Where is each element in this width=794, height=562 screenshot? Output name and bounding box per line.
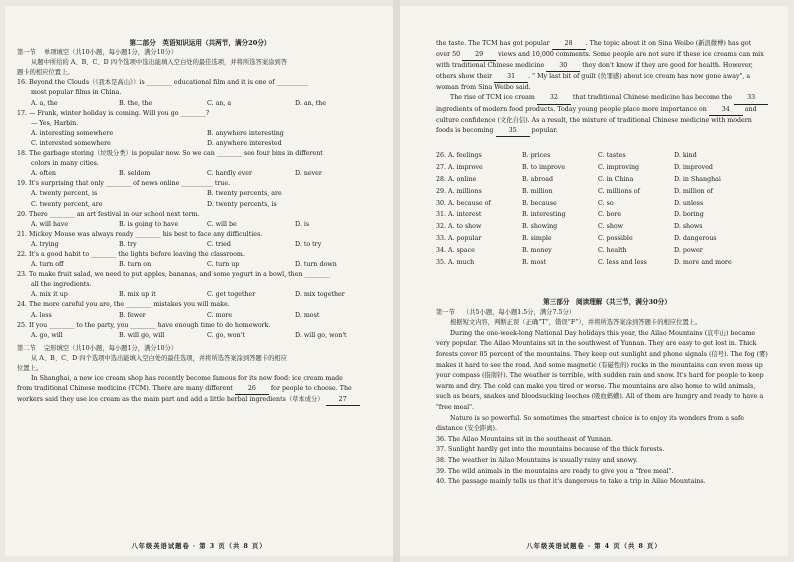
option: B. prices [522, 152, 551, 160]
option: 34. A. space [436, 246, 475, 254]
option: B. twenty percents, are [207, 190, 282, 198]
question-21-options [17, 240, 383, 250]
option: A. go, will [31, 331, 63, 339]
options-row [436, 233, 766, 245]
option: B. try [119, 240, 137, 248]
blank-30: 30 [546, 61, 580, 72]
cloze-options-table [436, 150, 766, 268]
option: D. dangerous [674, 234, 717, 242]
question-25-options [17, 331, 383, 341]
option: B. turn on [119, 261, 152, 269]
cloze-line2 [17, 384, 383, 395]
option: A. interesting somewhere [31, 129, 114, 137]
options-row [436, 197, 766, 209]
option: A. less [31, 311, 52, 319]
passage-line: such as bears, snakes and bloodsucking leeches (吸血蚂蟥). All of them are hungry and ready to have a [436, 393, 764, 401]
option: B. abroad [522, 175, 554, 183]
option: A. twenty percent, is [31, 190, 98, 198]
option: 27. A. improve [436, 164, 483, 172]
cloze-text: foods is becoming [436, 126, 494, 134]
section2-instr: 完形填空（共10小题，每小题1分，满分10分） [43, 344, 178, 352]
cloze-line5 [436, 50, 778, 61]
instructions-line2: 题卡的相应位置上。 [17, 69, 74, 77]
blank-29: 29 [462, 50, 496, 61]
option: B. to improve [522, 164, 566, 172]
passage-line: distance (安全距离). [436, 425, 497, 433]
cloze-text: that traditional Chinese medicine has become the [572, 94, 733, 102]
question-17: 17. — Frank, winter holiday is coming. Will you go ________? [17, 109, 210, 117]
option: D. never [295, 170, 322, 178]
statement-36: 36. The Ailao Mountains sit in the southeast of Yunnan. [436, 435, 613, 443]
option: C. tastes [598, 152, 626, 160]
options-row [436, 162, 766, 174]
cloze-text: they don't know if they are good for health. However, [582, 62, 753, 70]
options-row [436, 256, 766, 268]
question-24-options [17, 311, 383, 321]
option: C. possible [598, 234, 633, 242]
option: B. million [522, 187, 553, 195]
passage-line: Nature is so powerful. So sometimes the smartest choice is to enjoy its wonders from a safe [450, 414, 745, 422]
option: D. more and more [674, 258, 732, 266]
question-16-cont: most popular films in China. [31, 89, 122, 97]
cloze-line1: In Shanghai, a new ice cream shop has recently become famous for its new food: ice cream made [31, 375, 343, 383]
section1-instr: 单项填空（共10小题，每小题1分，满分10分） [43, 49, 178, 57]
options-row [436, 244, 766, 256]
question-23: 23. To make fruit salad, we need to put apples, bananas, and some yogurt in a bowl, then ________ [17, 271, 330, 279]
passage-line: "free meal". [436, 403, 475, 411]
blank-34: 34 [709, 105, 743, 116]
cloze-text: views and 10,000 comments. Some people are not sure if these ice creams can mix [498, 51, 764, 59]
question-19: 19. It's surprising that only ________ of news online __________ true. [17, 180, 231, 188]
option: B. most [522, 258, 547, 266]
instructions-line1: 从题中所给的 A、B、C、D 四个选项中选出能填入空白处的最佳选项，并将所选答案涂到答 [31, 59, 288, 67]
blank-33: 33 [734, 93, 768, 104]
cloze-text: over 50 [436, 51, 461, 59]
section2-heading [17, 344, 383, 354]
option: B. because [522, 199, 557, 207]
option: D. will go, won't [295, 331, 347, 339]
cloze-text: . The topic about it on Sina Weibo (新浪微博) has got [585, 40, 752, 47]
option: B. mix up it [119, 291, 156, 299]
reading-section1-heading [436, 308, 778, 319]
question-20-options [17, 220, 383, 230]
question-24: 24. The more careful you are, the ________ mistakes you will make. [17, 301, 230, 309]
option: D. turn down [295, 261, 337, 269]
option: C. health [598, 246, 627, 254]
cloze-text: others show their [436, 73, 493, 81]
options-row [436, 209, 766, 221]
cloze-text: ingredients of modern food products. Today young people place more importance on [436, 105, 707, 113]
cloze-line9 [436, 93, 778, 104]
option: D. kind [674, 152, 697, 160]
right-page-footer: 八年级英语试题卷 · 第 4 页（共 8 页） [526, 543, 662, 550]
cloze-line8: woman from Sina Weibo said. [436, 84, 531, 92]
part2-title: 第二部分 英语知识运用（共两节，满分20分） [129, 39, 271, 47]
cloze-line4 [436, 39, 778, 50]
option: D. to try [295, 240, 322, 248]
reading-section1-instr: （共5小题，每小题1.5分，满分7.5分） [462, 308, 576, 316]
options-row [436, 174, 766, 186]
option: B. fewer [119, 311, 146, 319]
cloze-line3 [17, 395, 383, 406]
option: C. millions of [598, 187, 640, 195]
option: A. turn off [31, 261, 64, 269]
option: D. improved [674, 164, 713, 172]
option: B. interesting [522, 211, 566, 219]
option: C. bore [598, 211, 622, 219]
blank-27: 27 [326, 395, 360, 406]
question-19-options-cd [17, 200, 383, 210]
options-row [436, 221, 766, 233]
option: A. a, the [31, 99, 58, 107]
question-18: 18. The garbage storing（垃圾分类）is popular now. So we can ________ see four bins in different [17, 150, 323, 158]
cloze-text: The rise of TCM ice cream [450, 94, 535, 102]
passage-line: During the one-week-long National Day holidays this year, the Ailao Mountains (哀牢山) became [450, 329, 756, 337]
question-17-options-ab [17, 129, 383, 139]
option: C. twenty percent, are [31, 200, 103, 208]
section2-label: 第二节 [17, 344, 36, 352]
statement-38: 38. The weather in Ailao Mountains is usually rainy and snowy. [436, 456, 638, 464]
cloze-line12 [436, 126, 778, 137]
option: 28. A. online [436, 175, 477, 183]
option: B. is going to have [119, 220, 179, 228]
option: D. is [295, 220, 310, 228]
option: 31. A. interest [436, 211, 482, 219]
question-18-options [17, 169, 383, 179]
option: D. an, the [295, 99, 326, 107]
question-25: 25. If you ________ to the party, you ________ have enough time to do homework. [17, 321, 271, 329]
option: A. trying [31, 240, 59, 248]
question-16: 16. Beyond the Clouds（《我本是高山》）is ________ educational film and it is one of __________ [17, 79, 309, 87]
left-page [5, 6, 393, 556]
option: B. money [522, 246, 552, 254]
cloze-text: workers said they use ice cream as the main part and add a little herbal ingredients（草本成分） [17, 396, 324, 404]
section1-heading [17, 48, 383, 58]
option: D. shows [674, 223, 703, 231]
option: D. million of [674, 187, 713, 195]
cloze-text: with traditional Chinese medicine [436, 62, 545, 70]
option: D. power [674, 246, 703, 254]
option: C. improving [598, 164, 640, 172]
question-19-options-ab [17, 189, 383, 199]
question-22: 22. It's a good habit to ________ the lights before leaving the classroom. [17, 250, 245, 258]
question-17-options-cd [17, 139, 383, 149]
option: 35. A. much [436, 258, 475, 266]
page-gutter [393, 0, 400, 562]
option: C. go, won't [207, 331, 245, 339]
cloze-text: the taste. The TCM has got popular [436, 40, 550, 47]
option: B. simple [522, 234, 552, 242]
statement-37: 37. Sunlight hardly get into the mountains because of the thick forests. [436, 446, 665, 454]
option: C. hardly ever [207, 170, 253, 178]
option: A. will have [31, 220, 69, 228]
section2-instr-line2: 位置上。 [17, 365, 43, 372]
option: A. mix it up [31, 291, 68, 299]
options-row [436, 150, 766, 162]
cloze-text: popular. [531, 126, 558, 134]
option: A. often [31, 170, 56, 178]
question-22-options [17, 260, 383, 270]
option: C. less and less [598, 258, 647, 266]
option: 32. A. to show [436, 223, 482, 231]
reading-instructions: 根据短文内容，判断正误（正确“T”，错误“F”），并将所选答案涂到答题卡的相应位置上。 [450, 319, 702, 327]
option: B. seldom [119, 170, 151, 178]
cloze-continued [436, 39, 778, 137]
left-page-footer: 八年级英语试题卷 · 第 3 页（共 8 页） [131, 543, 267, 550]
passage-line: very popular. The Ailao Mountains sit in the southwest of Yunnan. They are easy to get lost in. Thick [436, 340, 757, 348]
blank-32: 32 [537, 93, 571, 104]
blank-26: 26 [235, 384, 269, 395]
passage-line: makes it hard to see the road. And some magnetic (有磁性的) rocks in the mountains can even mess up [436, 361, 763, 369]
options-row [436, 185, 766, 197]
option: C. in China [598, 175, 634, 183]
option: 33. A. popular [436, 234, 482, 242]
option: D. most [295, 311, 320, 319]
reading-section1-label: 第一节 [436, 308, 455, 316]
option: D. anywhere interested [207, 139, 282, 147]
cloze-text: and [744, 105, 757, 113]
passage-line: warm and dry. The cold can make you tired or worse. The mountains are also home to wild animals, [436, 382, 756, 390]
cloze-text: for people to choose. The [270, 385, 352, 393]
blank-35: 35 [496, 126, 530, 137]
cloze-line7 [436, 72, 778, 83]
statement-40: 40. The passage mainly tells us that it's dangerous to take a trip in Ailao Mountains. [436, 478, 706, 486]
cloze-text: from traditional Chinese medicine (TCM). There are many different [17, 385, 233, 393]
option: D. unless [674, 199, 704, 207]
question-20: 20. There ________ an art festival in our school next term. [17, 210, 200, 218]
part3-title: 第三部分 阅读理解（共三节，满分30分） [543, 298, 671, 306]
section2-instr-line1: 从 A、B、C、D 四个选项中选出能填入空白处的最佳选项，并将所选答案涂到答题卡的相应 [31, 354, 288, 362]
question-23-options [17, 290, 383, 300]
reading-section [436, 293, 778, 488]
question-16-options [17, 99, 383, 109]
blank-28: 28 [552, 39, 586, 50]
option: D. boring [674, 211, 704, 219]
option: C. turn up [207, 261, 240, 269]
option: C. more [207, 311, 233, 319]
option: 29. A. millions [436, 187, 482, 195]
option: C. tried [207, 240, 231, 248]
cloze-line6 [436, 61, 778, 72]
option: D. in Shanghai [674, 175, 721, 183]
option: 30. A. because of [436, 199, 491, 207]
option: 26. A. feelings [436, 152, 482, 160]
cloze-line10 [436, 105, 778, 116]
option: C. so [598, 199, 614, 207]
option: C. get together [207, 291, 256, 299]
passage-line: your compass (指南针). The weather is terrible, with sudden rain and snow. It's hard for people to keep [436, 372, 764, 380]
cloze-line11: culture confidence (文化自信). As a result, the mixture of traditional Chinese medicine with modern [436, 116, 752, 124]
question-21: 21. Mickey Mouse was always ready ________ his best to face any difficulties. [17, 230, 263, 238]
option: B. the, the [119, 99, 153, 107]
statement-39: 39. The wild animals in the mountains are ready to give you a "free meal". [436, 467, 674, 475]
blank-31: 31 [494, 72, 528, 83]
question-18-cont: colors in many cities. [31, 160, 99, 168]
passage-line: forests cover 85 percent of the mountains. They keep out sunlight and phone signals (信号). The fog (雾) [436, 350, 768, 358]
section1-label: 第一节 [17, 49, 36, 57]
option: B. will go, will [119, 331, 165, 339]
option: C. show [598, 223, 624, 231]
option: D. twenty percents, is [207, 200, 277, 208]
option: C. interested somewhere [31, 139, 111, 147]
question-17-reply: — Yes, Harbin. [31, 119, 79, 127]
cloze-text: . " My last bit of guilt (负罪感) about ice cream has now gone away", a [528, 73, 751, 81]
left-page-content [17, 38, 383, 406]
right-page [400, 6, 788, 556]
option: D. mix together [295, 291, 345, 299]
option: B. anywhere interesting [207, 129, 284, 137]
option: C. will be [207, 220, 237, 228]
option: B. showing [522, 223, 558, 231]
question-23-cont: all the ingredients. [31, 281, 92, 289]
option: C. an, a [207, 99, 232, 107]
